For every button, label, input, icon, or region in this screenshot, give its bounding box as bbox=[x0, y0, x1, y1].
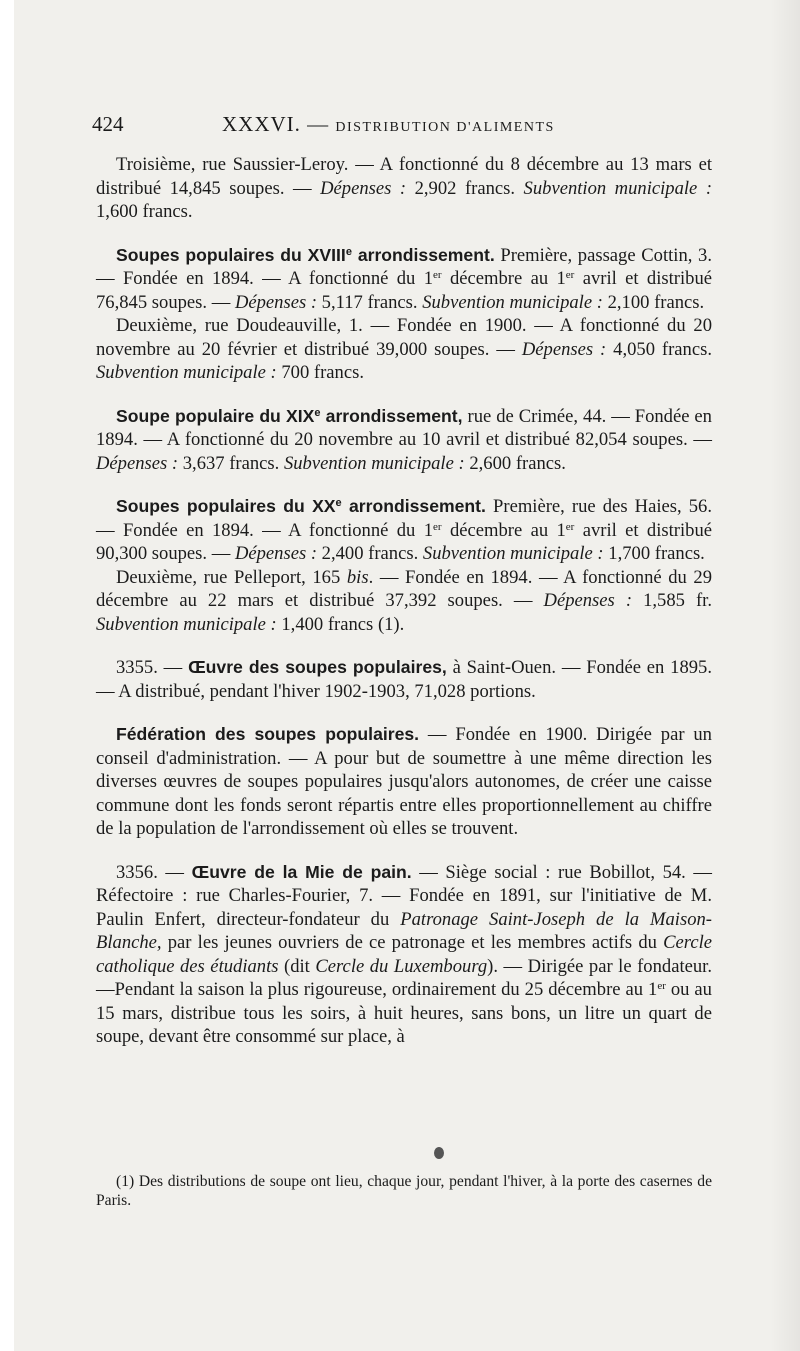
chapter-number: XXXVI. bbox=[222, 112, 301, 136]
paragraph-xviii-deuxieme: Deuxième, rue Doudeauville, 1. — Fondée en 1900. — A fonctionné du 20 novembre au 20 février et distribué 39,000 soupes. — Dépenses : 4,050 francs. Subvention municipale : 700 francs. bbox=[96, 315, 712, 383]
scan-gutter bbox=[0, 0, 14, 1351]
footnote-text: (1) Des distributions de soupe ont lieu, chaque jour, pendant l'hiver, à la porte des casernes de Paris. bbox=[96, 1173, 712, 1209]
paragraph-xviii: Soupes populaires du XVIIIe arrondissement. Première, passage Cottin, 3. — Fondée en 1894. — A fonctionné du 1er décembre au 1er avril et distribué 76,845 soupes. — Dépenses : 5,117 francs. Subvention municipale : 2,100 francs. bbox=[96, 244, 713, 313]
page-body bbox=[96, 153, 712, 1049]
paragraph-xx-deuxieme: Deuxième, rue Pelleport, 165 bis. — Fondée en 1894. — A fonctionné du 29 décembre au 22 mars et distribué 37,392 soupes. — Dépenses : 1,585 fr. Subvention municipale : 1,400 francs (1). bbox=[96, 566, 713, 635]
page-shadow bbox=[770, 0, 800, 1351]
page-number: 424 bbox=[92, 112, 124, 136]
paragraph-3355: 3355. — Œuvre des soupes populaires, à Saint-Ouen. — Fondée en 1895. — A distribué, pendant l'hiver 1902-1903, 71,028 portions. bbox=[96, 657, 713, 702]
heading-3355: Œuvre des soupes populaires, bbox=[188, 657, 447, 677]
paragraph-federation: Fédération des soupes populaires. — Fondée en 1900. Dirigée par un conseil d'administration. — A pour but de soumettre à une même direction les diverses œuvres de soupes populaires jusqu'alors autonomes, de créer une caisse commune dont les fonds seront répartis entre elles proportionnellement au chiffre de la population de l'arrondissement où elles se trouvent. bbox=[96, 724, 712, 839]
paragraph-3356: 3356. — Œuvre de la Mie de pain. — Siège social : rue Bobillot, 54. — Réfectoire : rue Charles-Fourier, 7. — Fondée en 1891, sur l'initiative de M. Paulin Enfert, directeur-fondateur du Patronage Saint-Joseph de la Maison-Blanche, par les jeunes ouvriers de ce patronage et les membres actifs du Cercle catholique des étudiants (dit Cercle du Luxembourg). — Dirigée par le fondateur. —Pendant la saison la plus rigoureuse, ordinairement du 25 décembre au 1er ou au 15 mars, distribue tous les soirs, à huit heures, sans bons, un litre un quart de soupe, devant être consommé sur place, à bbox=[96, 861, 712, 1047]
heading-xx: Soupes populaires du XXe arrondissement. bbox=[116, 496, 486, 516]
heading-3356: Œuvre de la Mie de pain. bbox=[191, 861, 412, 882]
chapter-title: DISTRIBUTION D'ALIMENTS bbox=[335, 120, 555, 135]
footnote bbox=[96, 1172, 712, 1210]
paragraph-xix: Soupe populaire du XIXe arrondissement, rue de Crimée, 44. — Fondée en 1894. — A fonctionné du 20 novembre au 10 avril et distribué 82,054 soupes. — Dépenses : 3,637 francs. Subvention municipale : 2,600 francs. bbox=[96, 405, 712, 474]
paragraph-troisieme: Troisième, rue Saussier-Leroy. — A fonctionné du 8 décembre au 13 mars et distribué 14,845 soupes. — Dépenses : 2,902 francs. Subvention municipale : 1,600 francs. bbox=[96, 154, 713, 222]
heading-xviii: Soupes populaires du XVIIIe arrondissement. bbox=[116, 244, 495, 265]
chapter-heading bbox=[222, 112, 555, 137]
ornament-dot bbox=[434, 1147, 444, 1159]
chapter-dash: — bbox=[307, 112, 330, 136]
heading-federation: Fédération des soupes populaires. bbox=[116, 724, 420, 744]
paragraph-xx: Soupes populaires du XXe arrondissement. Première, rue des Haies, 56. — Fondée en 1894. — A fonctionné du 1er décembre au 1er avril et distribué 90,300 soupes. — Dépenses : 2,400 francs. Subvention municipale : 1,700 francs. bbox=[96, 496, 713, 564]
running-header bbox=[92, 112, 712, 142]
heading-xix: Soupe populaire du XIXe arrondissement, bbox=[116, 405, 463, 426]
